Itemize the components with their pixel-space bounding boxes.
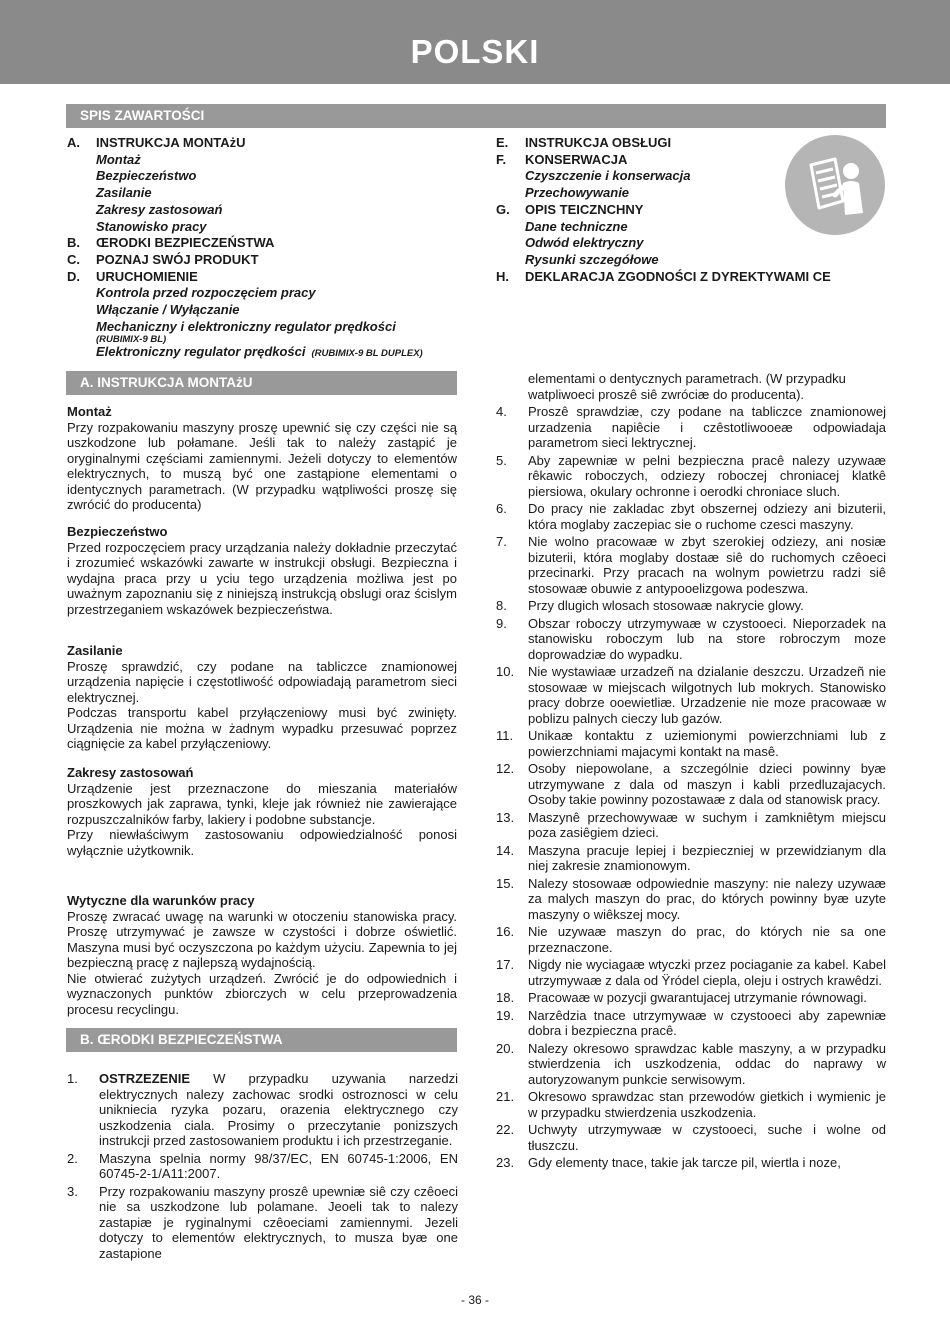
- item-text: Maszynê przechowywaæ w suchym i zamkniêtym miejscu poza zasiêgiem dzieci.: [528, 809, 886, 840]
- toc-entry: [67, 269, 467, 286]
- safety-continuation: elementami o dentycznych parametrach. (W przypadku watpliwoeci proszê siê zwróciæ do producenta).: [528, 371, 846, 402]
- block-heading: Zasilanie: [67, 643, 123, 658]
- toc-subsection: Montaż: [96, 151, 141, 167]
- item-text: Nie uzywaæ maszyn do prac, do których nie sa one przeznaczone.: [528, 924, 886, 955]
- safety-list-left: [67, 1071, 458, 1263]
- toc-letter: B.: [67, 235, 80, 251]
- list-item: [496, 1155, 886, 1171]
- toc-letter: D.: [67, 268, 80, 284]
- list-item: [496, 843, 886, 874]
- list-item: [67, 1071, 458, 1149]
- toc-letter: F.: [496, 151, 507, 167]
- block-text: Urządzenie jest przeznaczone do mieszania materiałów proszkowych jak zaprawa, tynki, kleje jak również nie zawierające rozpuszczalników farby, lakiery i podobne substancje.: [67, 780, 457, 827]
- toc-entry: [67, 344, 467, 363]
- read-manual-icon: [785, 135, 885, 235]
- toc-subsection: Przechowywanie: [525, 185, 630, 201]
- list-item: [67, 1151, 458, 1182]
- block-text-2: Podczas transportu kabel przyłączeniowy musi być zwinięty. Urządzenia nie można w żadnym wypadku przesuwać poprzez ciągnięcie za kabel przyłączeniowy.: [67, 705, 457, 751]
- list-item: [496, 761, 886, 808]
- toc-subsection: Elektroniczny regulator prędkości: [96, 344, 306, 360]
- item-text: Nie wolno pracowaæ w zbyt szerokiej odziezy, ani nosiæ bizuterii, która moglaby dostaæ siê do ruchomych czêoeci przecinarki. Przy pracach na wolnym powietrzu radzi siê stosowaæ obuwie z antypooelizgowa podeszwa.: [528, 534, 886, 596]
- block-text-2: Przy niewłaściwym zastosowaniu odpowiedzialność ponosi wyłącznie użytkownik.: [67, 827, 457, 858]
- list-item: [496, 453, 886, 500]
- section-a-heading: A. INSTRUKCJA MONTAżU: [66, 371, 457, 395]
- item-number: 11.: [496, 728, 514, 743]
- item-number: 5.: [496, 452, 507, 468]
- item-text: Przy dlugich wlosach stosowaæ nakrycie glowy.: [528, 598, 804, 613]
- toc-letter: E.: [496, 135, 509, 150]
- toc-entry: [67, 219, 467, 236]
- item-number: 13.: [496, 809, 515, 825]
- item-text: Przy rozpakowaniu maszyny proszê upewniæ siê czy czêoeci nie sa uszkodzone lub polamane. Jeoeli tak to nalezy zastapiæ je ryginalnymi czêoeciami zamiennymi. Jezeli dotyczy to elementów elektrycznych, to musza byæ one zastapione: [99, 1183, 458, 1261]
- toc-subsection: Rysunki szczegółowe: [525, 251, 659, 267]
- list-item: [496, 1122, 886, 1153]
- block-text: Przy rozpakowaniu maszyny proszę upewnić się czy części nie są uszkodzone lub połamane. Jeśli tak to należy zastąpić je oryginalnymi częściami zamiennymi. Jeżeli dotyczy to elementów elektrycznych, to muszą być one zastąpione elementami o identycznych parametrach. (W przypadku wątpliwości proszę się zwrócić do producenta): [67, 419, 457, 512]
- item-text: Gdy elementy tnace, takie jak tarcze pil, wiertla i noze,: [528, 1155, 841, 1170]
- toc-letter: G.: [496, 201, 510, 217]
- list-item: [496, 957, 886, 988]
- block-bezpieczenstwo: [67, 524, 457, 617]
- list-item: [496, 404, 886, 451]
- item-text: Do pracy nie zakladac zbyt obszernej odziezy ani bizuterii, która moglaby zaczepiac sie o ruchome czesci maszyny.: [528, 501, 886, 532]
- item-number: 16.: [496, 924, 515, 939]
- item-number: 22.: [496, 1122, 515, 1137]
- item-text: Nalezy stosowaæ odpowiednie maszyny: nie nalezy uzywaæ za malych maszyn do prac, do których powinny byæ uzyte maszyny o wiêkszej mocy.: [528, 875, 886, 922]
- item-text: Narzêdzia tnace utrzymywaæ w czystooeci aby zapewniæ dobra i bezpieczna pracê.: [528, 1007, 886, 1038]
- list-item: [496, 501, 886, 532]
- toc-section: DEKLARACJA ZGODNOŚCI Z DYREKTYWAMI CE: [525, 268, 831, 284]
- list-item: [496, 924, 886, 955]
- page-title: POLSKI: [410, 33, 540, 70]
- toc-entry: [67, 135, 467, 152]
- item-text: Proszê sprawdziæ, czy podane na tabliczce znamionowej urzadzenia napiêcie i czêstotliwooeæ odpowiadaja parametrom sieci lektrycznej.: [528, 404, 886, 450]
- block-zasilanie: [67, 643, 457, 752]
- toc-letter: C.: [67, 251, 80, 267]
- toc-entry: [496, 252, 876, 269]
- item-number: 23.: [496, 1155, 515, 1170]
- item-number: 8.: [496, 598, 507, 613]
- toc-subsection: Zakresy zastosowań: [96, 201, 223, 217]
- item-number: 7.: [496, 534, 507, 549]
- safety-list-right: [496, 404, 886, 1173]
- toc-entry: [496, 269, 876, 286]
- toc-entry: [67, 235, 467, 252]
- toc-entry: [67, 152, 467, 169]
- toc-section: INSTRUKCJA MONTAżU: [96, 135, 246, 150]
- toc-note: (RUBIMIX-9 BL DUPLEX): [311, 348, 423, 360]
- item-text: Osoby niepowolane, a szczególnie dzieci powinny byæ utrzymywane z dala od maszyn i kabli przedluzajacych. Osoby takie powinny pozostawaæ z dala od stanowisk pracy.: [528, 761, 886, 807]
- block-text: Proszę sprawdzić, czy podane na tabliczce znamionowej urządzenia napięcie i częstotliwość odpowiadają parametrom sieci elektrycznej.: [67, 658, 457, 705]
- toc-letter: A.: [67, 135, 80, 150]
- list-item: [496, 876, 886, 923]
- toc-subsection: Bezpieczeństwo: [96, 168, 197, 184]
- toc-subsection: Mechaniczny i elektroniczny regulator prędkości: [96, 318, 396, 334]
- item-number: 4.: [496, 404, 507, 419]
- block-heading: Bezpieczeństwo: [67, 524, 168, 539]
- item-text: Aby zapewniæ w pelni bezpieczna pracê nalezy uzywaæ rêkawic roboczych, odziezy roboczej chroniacej klatkê piersiowa, okulary ochronne i oerodki chroniace sluch.: [528, 452, 886, 499]
- item-number: 3.: [67, 1183, 78, 1199]
- item-number: 21.: [496, 1089, 515, 1104]
- toc-section: OPIS TEICZNCHNY: [525, 201, 644, 217]
- toc-section: KONSERWACJA: [525, 151, 628, 167]
- list-item: [496, 728, 886, 759]
- item-text: Obszar roboczy utrzymywaæ w czystooeci. Nieporzadek na stanowisku roboczym lub na store robroczym moze doprowadziæ do wypadku.: [528, 615, 886, 662]
- block-montaz: [67, 404, 457, 513]
- section-b-heading: B. ŒRODKI BEZPIECZEŃSTWA: [66, 1028, 457, 1052]
- toc-section: ŒRODKI BEZPIECZEŃSTWA: [96, 235, 275, 251]
- toc-subsection: Kontrola przed rozpoczęciem pracy: [96, 285, 316, 301]
- item-text: W przypadku uzywania narzedzi elektrycznych nalezy zachowac srodki ostroznosci w celu unikniecia ryzyka pozaru, orazenia elektrycznego czy uszkodzenia ciala. Prosimy o przeczytanie ponizszych instrukcji przed zastosowaniem produktu i ich przestrzeganie.: [99, 1071, 458, 1148]
- toc-subsection: Odwód elektryczny: [525, 235, 644, 251]
- toc-left-column: [67, 135, 467, 363]
- item-number: 10.: [496, 664, 515, 679]
- item-text: Nigdy nie wyciagaæ wtyczki przez pociaganie za kabel. Kabel utrzymywaæ z dala od Ÿródel ciepla, oleju i ostrych krawêdzi.: [528, 957, 886, 988]
- toc-entry: [67, 335, 467, 344]
- toc-entry: [67, 168, 467, 185]
- toc-entry: [67, 319, 467, 336]
- toc-section: POZNAJ SWÓJ PRODUKT: [96, 251, 259, 267]
- block-wytyczne: [67, 893, 457, 1017]
- page-number: - 36 -: [460, 1293, 489, 1307]
- item-number: 9.: [496, 615, 507, 631]
- item-number: 14.: [496, 842, 515, 858]
- toc-section: INSTRUKCJA OBSŁUGI: [525, 135, 672, 150]
- list-item: [496, 810, 886, 841]
- item-text: Nie wystawiaæ urzadzeñ na dzialanie deszczu. Urzadzeñ nie stosowaæ w miejscach wilgotnych lub mokrych. Stanowisko pracy dobrze ooewietliæ. Urzadzenie nie moze pracowaæ w poblizu palnych cieczy lub gazów.: [528, 664, 886, 726]
- item-number: 6.: [496, 501, 507, 516]
- item-warning-label: OSTRZEZENIE: [99, 1071, 191, 1086]
- toc-letter: H.: [496, 268, 509, 284]
- list-item: [67, 1184, 458, 1262]
- block-heading: Montaż: [67, 404, 112, 419]
- item-number: 20.: [496, 1040, 515, 1056]
- list-item: [496, 1089, 886, 1120]
- item-text: Nalezy okresowo sprawdzac kable maszyny, a w przypadku stwierdzenia ich uszkodzenia, oddac do naprawy w autoryzowanym punkcie serwisowym.: [528, 1040, 886, 1087]
- list-item: [496, 1008, 886, 1039]
- language-banner: [0, 0, 950, 84]
- item-text: Okresowo sprawdzac stan przewodów gietkich i wymienic je w przypadku stwierdzenia uszkodzenia.: [528, 1089, 886, 1120]
- item-number: 18.: [496, 990, 515, 1005]
- item-text: Uchwyty utrzymywaæ w czystooeci, suche i wolne od tłuszczu.: [528, 1122, 886, 1153]
- toc-entry: [67, 202, 467, 219]
- item-number: 15.: [496, 875, 515, 891]
- list-item: [496, 664, 886, 726]
- block-heading: Zakresy zastosowań: [67, 765, 194, 780]
- item-text: Maszyna pracuje lepiej i bezpieczniej w przewidzianym dla niej zakresie znamionowym.: [528, 842, 886, 873]
- toc-note: (RUBIMIX-9 BL): [96, 334, 167, 346]
- list-item: [496, 534, 886, 596]
- toc-section: URUCHOMIENIE: [96, 268, 198, 284]
- toc-entry: [67, 302, 467, 319]
- block-heading: Wytyczne dla warunków pracy: [67, 893, 255, 908]
- block-text: Przed rozpoczęciem pracy urządzania należy dokładnie przeczytać i zrozumieć wskazówki zawarte w instrukcji obsługi. Bezpieczna i wydajna praca przy u yciu tego urządzenia możliwa jest po uważnym zapoznaniu się z niniejszą instrukcją obslugi oraz ścislym przestrzeganiem wskazówek bezpieczeństwa.: [67, 539, 457, 617]
- block-zakresy: [67, 765, 457, 858]
- toc-subsection: Włączanie / Wyłączanie: [96, 302, 240, 318]
- item-text: Unikaæ kontaktu z uziemionymi powierzchniami lub z powierzchniami majacymi kontakt na masê.: [528, 728, 886, 759]
- toc-entry: [67, 252, 467, 269]
- item-number: 19.: [496, 1007, 515, 1023]
- toc-entry: [67, 185, 467, 202]
- list-item: [496, 598, 886, 614]
- block-text: Proszę zwracać uwagę na warunki w otoczeniu stanowiska pracy. Proszę utrzymywać je zawsze w czystości i dobrze oświetlić. Maszyna musi być oczyszczona po każdym użyciu. Zapewnia to jej bezpieczną pracę z najlepszą wydajnością.: [67, 908, 457, 970]
- toc-subsection: Zasilanie: [96, 185, 152, 201]
- toc-heading: SPIS ZAWARTOŚCI: [66, 104, 886, 128]
- item-number: 17.: [496, 957, 515, 972]
- item-text: Maszyna spelnia normy 98/37/EC, EN 60745-1:2006, EN 60745-2-1/A11:2007.: [99, 1150, 458, 1181]
- toc-entry: [496, 235, 876, 252]
- toc-subsection: Stanowisko pracy: [96, 218, 207, 234]
- toc-entry: [67, 285, 467, 302]
- list-item: [496, 990, 886, 1006]
- list-item: [496, 1041, 886, 1088]
- toc-subsection: Dane techniczne: [525, 218, 628, 234]
- list-item: [496, 616, 886, 663]
- item-number: 12.: [496, 761, 515, 776]
- item-number: 2.: [67, 1150, 78, 1166]
- item-number: 1.: [67, 1071, 78, 1086]
- toc-subsection: Czyszczenie i konserwacja: [525, 168, 691, 184]
- item-text: Pracowaæ w pozycji gwarantujacej utrzymanie równowagi.: [528, 990, 867, 1005]
- block-text-2: Nie otwierać zużytych urządzeń. Zwrócić je do odpowiednich i wyznaczonych punktów zbiorczych w celu przeprowadzenia procesu recyclingu.: [67, 970, 457, 1017]
